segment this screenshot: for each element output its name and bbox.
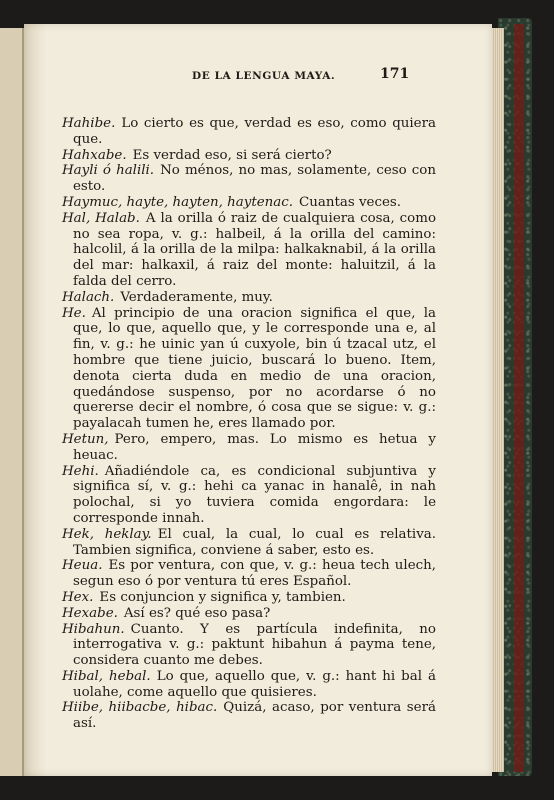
entry-definition: No ménos, no mas, solamente, ceso con esto. <box>73 163 436 195</box>
page-number: 171 <box>380 66 410 82</box>
dictionary-entry <box>62 211 436 290</box>
dictionary-entry <box>62 163 436 195</box>
dictionary-entry <box>62 464 436 527</box>
entry-definition: Añadiéndole ca, es condicional subjuntiva y significa sí, v. g.: hehi ca yanac in hanalê, in nah polochal, si yo tuviera comida engordara: le corresponde innah. <box>73 463 436 526</box>
dictionary-entry <box>62 590 436 606</box>
entry-definition: Lo cierto es que, verdad es eso, como quiera que. <box>73 116 436 147</box>
entry-definition: El cual, la cual, lo cual es relativa. Tambien significa, conviene á saber, esto es. <box>73 526 436 558</box>
entry-headword: He. <box>62 305 86 321</box>
page-stack-edge <box>490 28 504 772</box>
dictionary-entry <box>62 290 436 306</box>
dictionary-entry <box>62 148 436 164</box>
dictionary-entry <box>62 558 436 590</box>
entry-headword: Hex. <box>62 589 94 605</box>
entry-headword: Hexabe. <box>62 605 118 621</box>
entry-headword: Hibal, hebal. <box>62 668 151 684</box>
entry-headword: Hahxabe. <box>62 147 127 163</box>
entry-headword: Haymuc, hayte, hayten, haytenac. <box>62 194 294 210</box>
entry-definition: Es por ventura, con que, v. g.: heua tech ulech, segun eso ó por ventura tú eres Español. <box>73 558 436 590</box>
dictionary-entry <box>62 306 436 432</box>
entry-definition: Quizá, acaso, por ventura será así. <box>73 700 436 732</box>
entry-definition: Es conjuncion y significa y, tambien. <box>99 589 346 605</box>
dictionary-entries <box>62 116 436 732</box>
dictionary-entry <box>62 606 436 622</box>
entry-headword: Hayli ó halili. <box>62 163 155 179</box>
entry-definition: Al principio de una oracion significa el que, la que, lo que, aquello que, y le corresponde una e, al fin, v. g.: he uinic yan ú cuxyole, bin ú tzacal utz, el hombre que tiene juicio, buscará lo bueno. Item, denota cierta duda en medio de una oracion, quedándose suspenso, por no acordarse ó no quererse decir el nombre, ó cosa que se sigue: v. g.: payalacah tumen he, eres llamado por. <box>73 305 436 432</box>
entry-headword: Hetun, <box>62 431 109 447</box>
entry-headword: Heua. <box>62 558 103 574</box>
entry-definition: Cuanto. Y es partícula indefinita, no interrogativa v. g.: paktunt hibahun á payma tene, considera cuanto me debes. <box>73 621 436 669</box>
facing-page-edge <box>0 28 24 776</box>
dictionary-entry <box>62 700 436 732</box>
dictionary-entry <box>62 195 436 211</box>
entry-headword: Hibahun. <box>62 621 125 637</box>
entry-headword: Hek, heklay. <box>62 526 152 542</box>
entry-headword: Hiibe, hiibacbe, hibac. <box>62 700 218 716</box>
running-head: DE LA LENGUA MAYA. <box>192 70 336 82</box>
entry-definition: Pero, empero, mas. Lo mismo es hetua y heuac. <box>73 431 436 463</box>
entry-definition: Es verdad eso, si será cierto? <box>132 147 332 163</box>
page-header <box>24 66 492 86</box>
dictionary-entry <box>62 622 436 669</box>
cover-edge <box>514 24 524 772</box>
entry-definition: Lo que, aquello que, v. g.: hant hi bal á uolahe, come aquello que quisieres. <box>73 668 436 700</box>
entry-headword: Hahibe. <box>62 116 116 131</box>
dictionary-entry <box>62 116 436 148</box>
entry-headword: Hal, Halab. <box>62 210 140 226</box>
entry-headword: Hehi. <box>62 463 99 479</box>
entry-headword: Halach. <box>62 289 115 305</box>
entry-definition: Cuantas veces. <box>299 194 402 210</box>
book-page <box>24 24 492 776</box>
entry-definition: Verdaderamente, muy. <box>120 289 273 305</box>
dictionary-entry <box>62 527 436 559</box>
dictionary-entry <box>62 432 436 464</box>
entry-definition: Así es? qué eso pasa? <box>123 605 271 621</box>
entry-definition: A la orilla ó raiz de cualquiera cosa, como no sea ropa, v. g.: halbeil, á la orilla del camino: halcolil, á la orilla de la milpa: halkaknabil, á la orilla del mar: halkaxil, á raiz del monte: haluitzil, á la falda del cerro. <box>73 210 436 289</box>
dictionary-entry <box>62 669 436 701</box>
